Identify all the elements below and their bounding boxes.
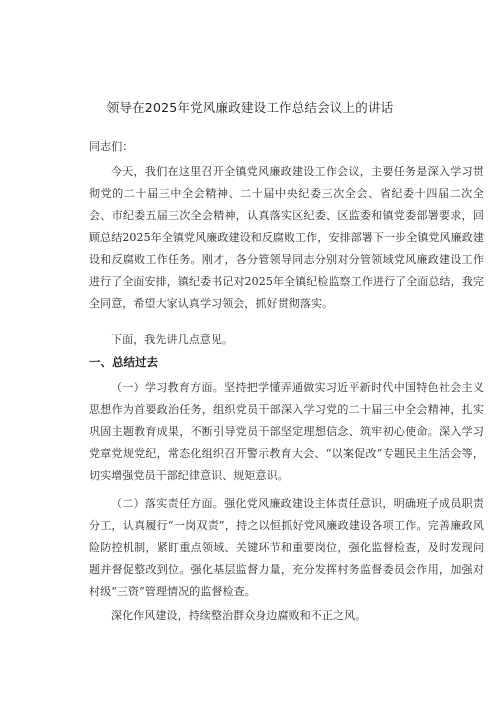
section-paragraph-style: 深化作风建设，持续整治群众身边腐败和不正之风。 bbox=[111, 609, 367, 622]
transition-paragraph: 下面，我先讲几点意见。 bbox=[111, 333, 234, 346]
section-heading: 一、总结过去 bbox=[89, 355, 158, 369]
page-title: 领导在2025年党风廉政建设工作总结会议上的讲话 bbox=[106, 100, 394, 115]
section-paragraph-study: （一）学习教育方面。坚持把学懂弄通做实习近平新时代中国特色社会主义思想作为首要政治任务，组织党员干部深入学习党的二十届三中全会精神，扎实巩固主题教育成果，不断引导党员干部坚定理想信念、筑牢初心使命。深入学习党章党规党纪，常态化组织召开警示教育大会、“以案促改”专题民主生活会等，切实增强党员干部纪律意识、规矩意识。 bbox=[89, 381, 484, 482]
salutation: 同志们： bbox=[89, 140, 134, 153]
section-paragraph-responsibility: （二）落实责任方面。强化党风廉政建设主体责任意识，明确班子成员职责分工，认真履行“一岗双责”，持之以恒抓好党风廉政建设各项工作。完善廉政风险防控机制，紧盯重点领域、关键环节和重要岗位，强化监督检查，及时发现问题并督促整改到位。强化基层监督力量，充分发挥村务监督委员会作用，加强对村级“三资”管理情况的监督检查。 bbox=[89, 497, 484, 598]
opening-paragraph: 今天，我们在这里召开全镇党风廉政建设工作会议，主要任务是深入学习贯彻党的二十届三中全会精神、二十届中央纪委三次全会、省纪委十四届二次全会、市纪委五届三次全会精神，认真落实区纪委、区监委和镇党委部署要求，回顾总结2025年全镇党风廉政建设和反腐败工作，安排部署下一步全镇党风廉政建设和反腐败工作任务。刚才，各分管领导同志分别对分管领域党风廉政建设工作进行了全面安排，镇纪委书记对2025年全镇纪检监察工作进行了全面总结，我完全同意，希望大家认真学习领会，抓好贯彻落实。 bbox=[89, 165, 484, 310]
